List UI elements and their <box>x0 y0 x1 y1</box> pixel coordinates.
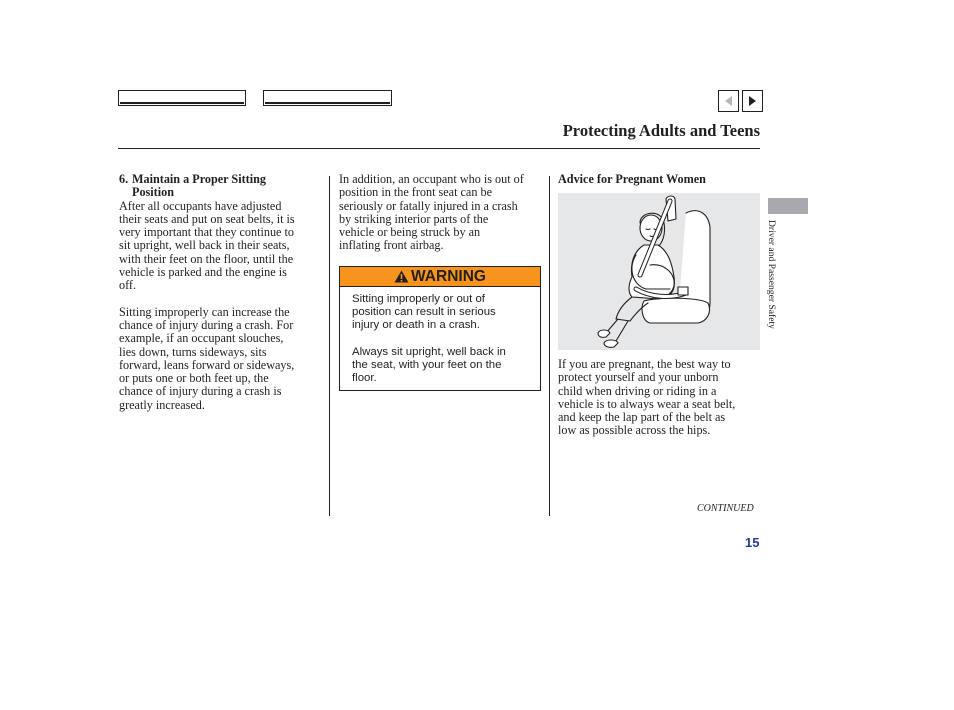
text-line: chance of injury during a crash is <box>119 384 282 399</box>
section-heading <box>119 173 319 200</box>
text-line: or puts one or both feet up, the <box>119 371 269 386</box>
section-tab[interactable] <box>768 198 808 214</box>
text-line: protect yourself and your unborn <box>558 370 719 385</box>
text-line: After all occupants have adjusted <box>119 198 282 213</box>
warning-label: WARNING <box>411 267 486 285</box>
text-line: very important that they continue to <box>119 225 294 240</box>
text-line: Sitting improperly or out of <box>352 293 485 305</box>
text-line: seriously or fatally injured in a crash <box>339 198 518 213</box>
text-line: child when driving or riding in a <box>558 383 717 398</box>
continued-label: CONTINUED <box>697 503 754 514</box>
text-line: forward, leans forward or sideways, <box>119 357 295 372</box>
page-number: 15 <box>745 535 760 550</box>
warning-text <box>340 346 540 386</box>
nav-link-box-1[interactable] <box>118 90 246 106</box>
text-line: If you are pregnant, the best way to <box>558 357 731 371</box>
warning-box <box>339 266 541 391</box>
text-line: their seats and put on seat belts, it is <box>119 211 295 226</box>
warning-triangle-icon <box>394 270 409 283</box>
paragraph <box>119 306 319 412</box>
text-line: In addition, an occupant who is out of <box>339 172 524 186</box>
section-heading-line: Maintain a Proper Sitting <box>132 172 266 186</box>
warning-text <box>340 293 540 333</box>
pregnant-woman-seatbelt-illustration <box>558 193 760 350</box>
column-divider <box>329 176 330 516</box>
title-divider <box>118 148 760 149</box>
text-line: inflating front airbag. <box>339 238 444 253</box>
triangle-left-icon <box>725 96 732 106</box>
nav-link-box-2[interactable] <box>263 90 392 106</box>
text-line: example, if an occupant slouches, <box>119 331 284 346</box>
text-line: off. <box>119 278 137 293</box>
section-heading: Advice for Pregnant Women <box>558 172 706 186</box>
paragraph <box>119 200 319 293</box>
text-line: position can result in serious <box>352 306 496 319</box>
text-line: low as possible across the hips. <box>558 423 711 438</box>
nav-box-underline <box>120 102 244 104</box>
text-line: floor. <box>352 372 377 385</box>
text-line: sit upright, well back in their seats, <box>119 238 290 253</box>
text-line: lies down, turns sideways, sits <box>119 344 267 359</box>
text-line: by striking interior parts of the <box>339 211 489 226</box>
text-line: vehicle is parked and the engine is <box>119 265 287 280</box>
text-line: greatly increased. <box>119 397 205 412</box>
text-line: vehicle is to always wear a seat belt, <box>558 396 736 411</box>
paragraph <box>558 358 758 438</box>
warning-header <box>340 267 540 287</box>
column-divider <box>549 176 550 516</box>
text-line: chance of injury during a crash. For <box>119 317 294 332</box>
page-title: Protecting Adults and Teens <box>562 121 760 140</box>
text-line: and keep the lap part of the belt as <box>558 410 726 425</box>
text-line: Always sit upright, well back in <box>352 345 506 358</box>
text-line: the seat, with your feet on the <box>352 358 502 371</box>
text-line: with their feet on the floor, until the <box>119 251 294 266</box>
text-line: vehicle or being struck by an <box>339 225 481 240</box>
next-page-button[interactable] <box>742 90 763 112</box>
text-line: injury or death in a crash. <box>352 319 480 332</box>
column-2 <box>339 173 544 253</box>
seated-woman-drawing <box>558 193 760 350</box>
column-1 <box>119 173 319 412</box>
section-number: 6. <box>119 172 129 186</box>
section-tab-label: Driver and Passenger Safety <box>766 220 777 329</box>
text-line: Sitting improperly can increase the <box>119 304 290 319</box>
prev-page-button[interactable] <box>718 90 739 112</box>
triangle-right-icon <box>749 96 756 106</box>
paragraph <box>339 173 544 253</box>
nav-box-underline <box>265 102 390 104</box>
text-line: position in the front seat can be <box>339 185 492 200</box>
column-3 <box>558 358 758 438</box>
section-heading-line: Position <box>132 185 174 200</box>
